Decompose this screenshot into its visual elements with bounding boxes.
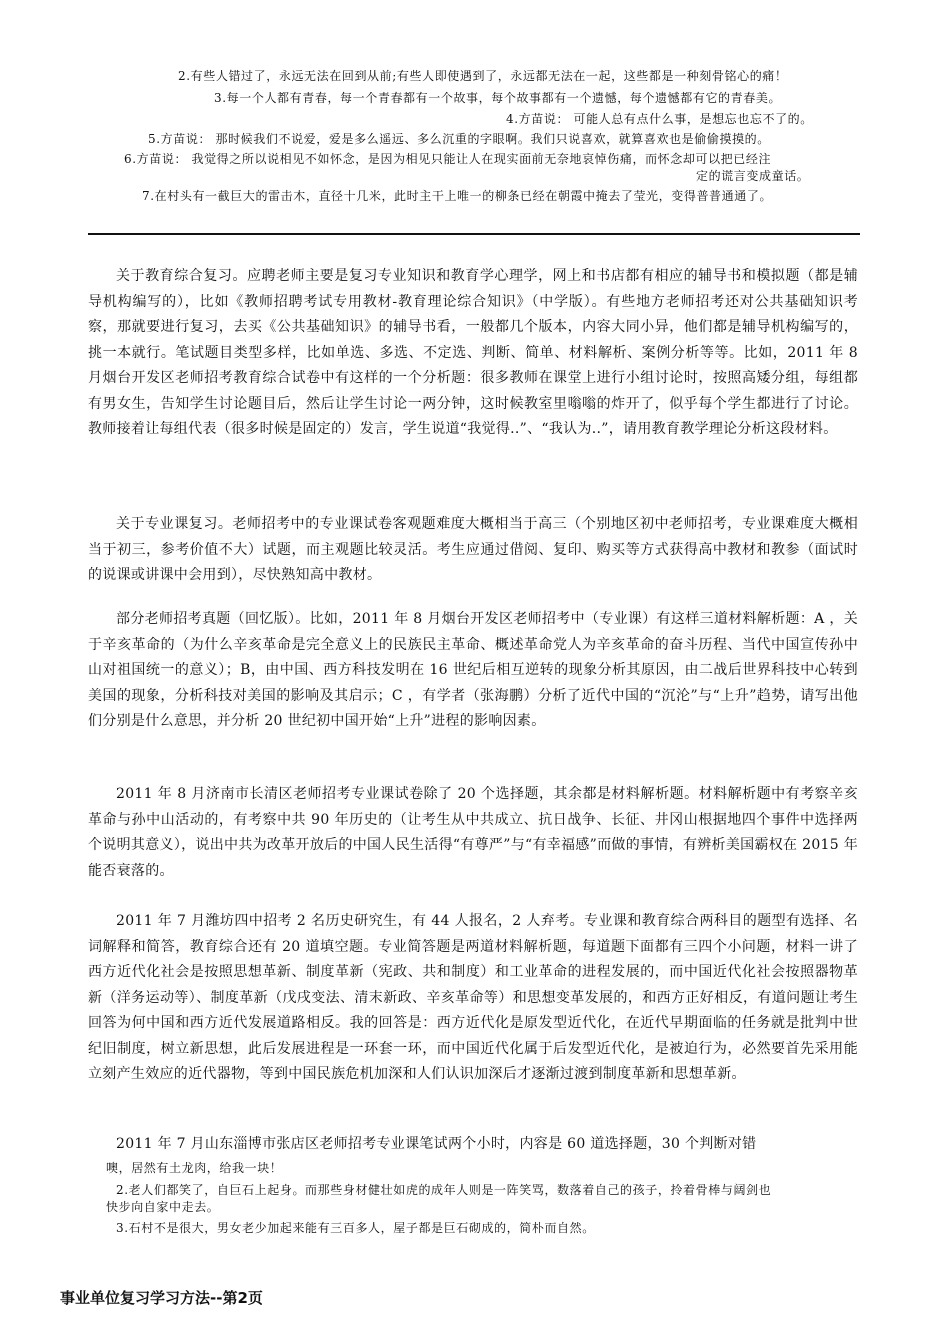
top-quote-line: 2.有些人错过了，永远无法在回到从前;有些人即使遇到了，永远都无法在一起，这些都是一种刻骨铭心的痛！ [178,69,788,83]
paragraph-education-review: 关于教育综合复习。应聘老师主要是复习专业知识和教育学心理学，网上和书店都有相应的辅导书和模拟题（都是辅导机构编写的），比如《教师招聘考试专用教材-教育理论综合知识》（中学版）。有些地方老师招考还对公共基础知识考察，那就要进行复习，去买《公共基础知识》的辅导书看，一般都几个版本，内容大同小异，他们都是辅导机构编写的，挑一本就行。笔试题目类型多样，比如单选、多选、不定选、判断、简单、材料解析、案例分析等等。比如，2011 年 8 月烟台开发区老师招考教育综合试卷中有这样的一个分析题：很多教师在课堂上进行小组讨论时，按照高矮分组，每组都有男女生，告知学生讨论题目后，然后让学生讨论一两分钟，这时候教室里嗡嗡的炸开了，似乎每个学生都进行了讨论。教师接着让每组代表（很多时候是固定的）发言，学生说道“我觉得..”、“我认为..”，请用教育教学理论分析这段材料。 [88,268,858,437]
paragraph-jinan-exam: 2011 年 8 月济南市长清区老师招考专业课试卷除了 20 个选择题，其余都是材料解析题。材料解析题中有考察辛亥革命与孙中山活动的，有考察中共 90 年历史的（让考生从中共成立、抗日战争、长征、井冈山根据地四个事件中选择两个说明其意义），说出中共为改革开放后的中国人民生活得“有尊严”与“有幸福感”而做的事情，有辨析美国霸权在 2015 年能否衰落的。 [88,786,858,879]
paragraph-weifang-exam: 2011 年 7 月潍坊四中招考 2 名历史研究生，有 44 人报名，2 人弃考。专业课和教育综合两科目的题型有选择、名词解释和简答，教育综合还有 20 道填空题。专业简答题是两道材料解析题，每道题下面都有三四个小问题，材料一讲了西方近代化社会是按照思想革新、制度革新（宪政、共和制度）和工业革命的进程发展的，而中国近代化社会按照器物革新（洋务运动等）、制度革新（戊戌变法、清末新政、辛亥革命等）和思想变革发展的，和西方正好相反，有道问题让考生回答为何中国和西方近代发展道路相反。我的回答是：西方近代化是原发型近代化，在近代早期面临的任务就是批判中世纪旧制度，树立新思想，此后发展进程是一环套一环，而中国近代化属于后发型近代化，是被迫行为，必然要首先采用能立刻产生效应的近代器物，等到中国民族危机加深和人们认识加深后才逐渐过渡到制度革新和思想革新。 [88,913,858,1082]
top-quote-line: 3.每一个人都有青春，每一个青春都有一个故事，每个故事都有一个遗憾，每个遗憾都有它的青春美。 [214,91,782,105]
paragraph-zibo-exam: 2011 年 7 月山东淄博市张店区老师招考专业课笔试两个小时，内容是 60 道选择题，30 个判断对错 [116,1136,757,1152]
bottom-quote-line: 3.石村不是很大，男女老少加起来能有三百多人，屋子都是巨石砌成的，简朴而自然。 [116,1221,595,1235]
top-quote-line: 7.在村头有一截巨大的雷击木，直径十几米，此时主干上唯一的柳条已经在朝霞中掩去了莹光，变得普普通通了。 [142,189,773,203]
bottom-quote-line: 噢，居然有土龙肉，给我一块！ [106,1161,283,1175]
top-quote-line: 5.方苗说： 那时候我们不说爱，爱是多么遥远、多么沉重的字眼啊。我们只说喜欢，就算喜欢也是偷偷摸摸的。 [148,132,770,146]
bottom-quote-line: 2.老人们都笑了，自巨石上起身。而那些身材健壮如虎的成年人则是一阵笑骂，数落着自己的孩子，拎着骨棒与阔剑也 [116,1183,772,1197]
paragraph-subject-review: 关于专业课复习。老师招考中的专业课试卷客观题难度大概相当于高三（个别地区初中老师招考，专业课难度大概相当于初三，参考价值不大）试题，而主观题比较灵活。考生应通过借阅、复印、购买等方式获得高中教材和教参（面试时的说课或讲课中会用到），尽快熟知高中教材。 [88,516,858,583]
top-quote-line: 定的谎言变成童话。 [696,169,810,183]
top-quote-line: 4.方苗说： 可能人总有点什么事，是想忘也忘不了的。 [506,112,813,126]
paragraph-exam-questions: 部分老师招考真题（回忆版）。比如，2011 年 8 月烟台开发区老师招考中（专业课）有这样三道材料解析题：A ，关于辛亥革命的（为什么辛亥革命是完全意义上的民族民主革命、概述革命党人为辛亥革命的奋斗历程、当代中国宣传孙中山对祖国统一的意义）；B，由中国、西方科技发明在 16 世纪后相互逆转的现象分析其原因，由二战后世界科技中心转到美国的现象，分析科技对美国的影响及其启示；C ，有学者（张海鹏）分析了近代中国的“沉沦”与“上升”趋势，请写出他们分别是什么意思，并分析 20 世纪初中国开始“上升”进程的影响因素。 [88,611,858,729]
page-footer-label: 事业单位复习学习方法--第2页 [60,1289,263,1307]
top-quote-line: 6.方苗说： 我觉得之所以说相见不如怀念，是因为相见只能让人在现实面前无奈地哀悼伤痛，而怀念却可以把已经注 [124,152,772,166]
bottom-quote-line: 快步向自家中走去。 [106,1200,220,1214]
divider-rule [88,233,860,235]
